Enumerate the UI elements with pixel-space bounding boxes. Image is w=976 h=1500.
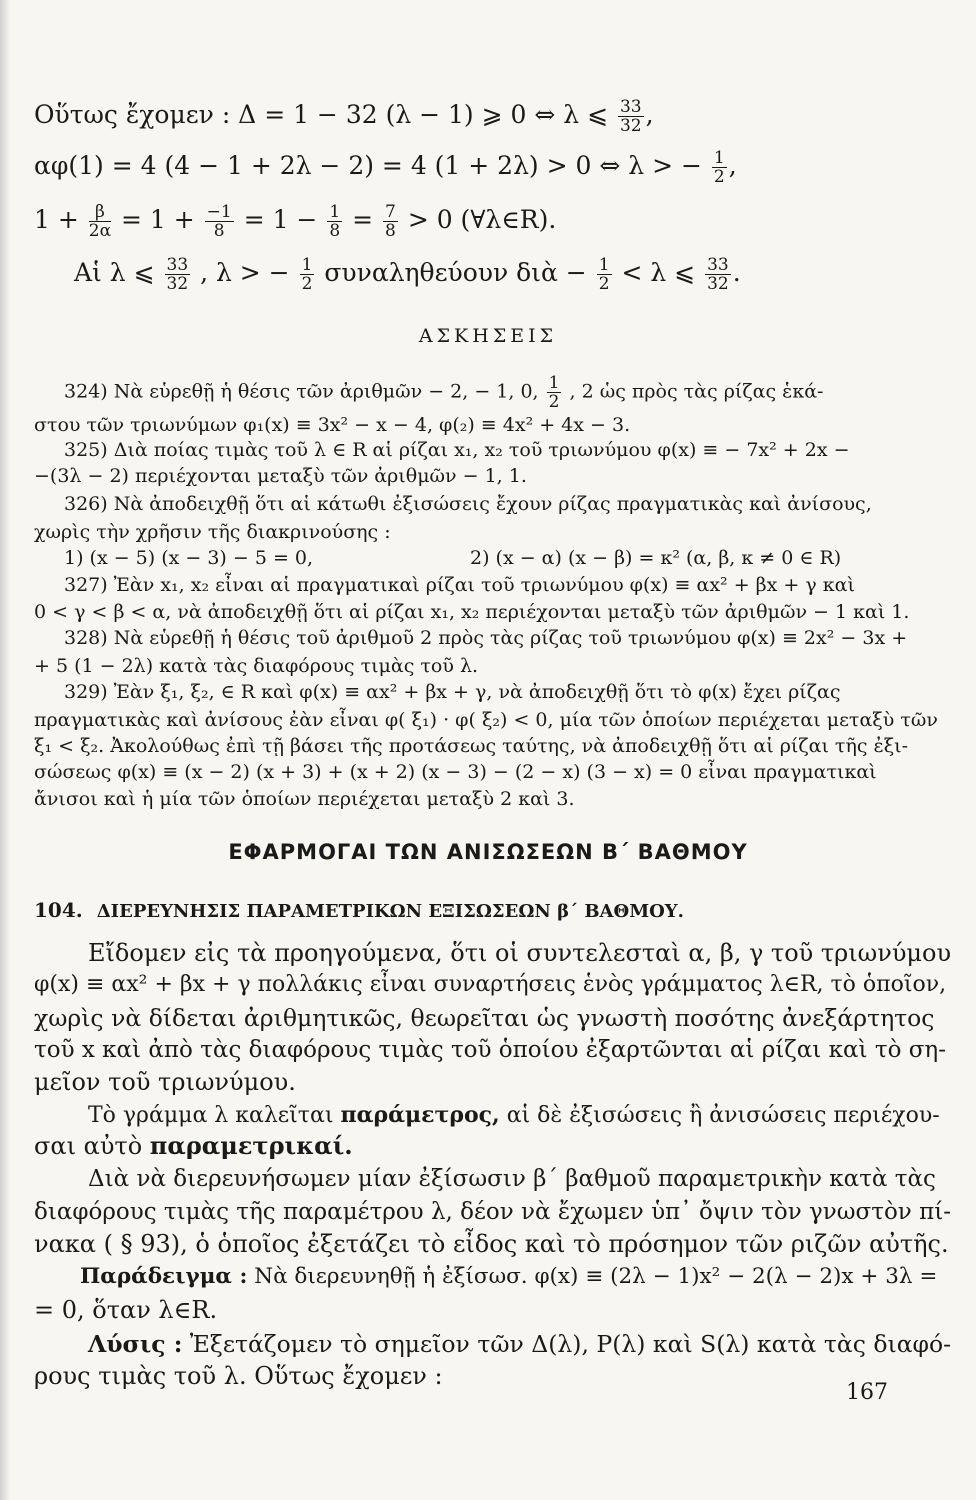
exercise-329-line-1: 329) Ἐὰν ξ₁, ξ₂, ∈ R καὶ φ(x) ≡ αx² + βx + γ, νὰ ἀποδειχθῇ ὅτι τὸ φ(x) ἔχει ρίζας xyxy=(64,681,841,703)
paragraph-1-line-3: χωρὶς νὰ δίδεται ἀριθμητικῶς, θεωρεῖται ὡς γνωστὴ ποσότης ἀνεξάρτητος xyxy=(34,1004,935,1032)
solution-line-2: ρους τιμὰς τοῦ λ. Οὕτως ἔχομεν : xyxy=(34,1362,443,1390)
term-parametric: παραμετρικαί. xyxy=(149,1131,353,1160)
exercise-329-line-2: πραγματικὰς καὶ ἀνίσους ἐὰν εἶναι φ( ξ₁) · φ( ξ₂) < 0, μία τῶν ὁποίων περιέχεται μεταξὺ τῶν xyxy=(34,709,938,731)
example-label: Παράδειγμα : xyxy=(80,1264,248,1289)
paragraph-3-line-1: Διὰ νὰ διερευνήσωμεν μίαν ἐξίσωσιν β΄ βαθμοῦ παραμετρικὴν κατὰ τὰς xyxy=(88,1166,936,1192)
paragraph-1-line-2: φ(x) ≡ αx² + βx + γ πολλάκις εἶναι συναρτήσεις ἑνὸς γράμματος λ∈R, τὸ ὁποῖον, xyxy=(34,972,947,997)
exercise-328-line-2: + 5 (1 − 2λ) κατὰ τὰς διαφόρους τιμὰς τοῦ λ. xyxy=(34,655,479,677)
paragraph-1-line-4: τοῦ x καὶ ἀπὸ τὰς διαφόρους τιμὰς τοῦ ὁποίου ἐξαρτῶνται αἱ ρίζαι καὶ τὸ ση- xyxy=(34,1037,946,1063)
text: αφ(1) = 4 (4 − 1 + 2λ − 2) = 4 (1 + 2λ) > 0 ⇔ λ > − xyxy=(34,151,702,180)
example-line-1: Παράδειγμα : Νὰ διερευνηθῇ ἡ ἐξίσωσ. φ(x) ≡ (2λ − 1)x² − 2(λ − 2)x + 3λ = xyxy=(80,1264,938,1289)
section-heading xyxy=(34,898,684,924)
exercise-324-line-1: 324) Νὰ εὑρεθῇ ἡ θέσις τῶν ἀριθμῶν − 2, − 1, 0, $\frac{1}{2}$ , 2 ὡς πρὸς τὰς ρίζας ἑκά- xyxy=(64,373,824,412)
exercise-326-line-1: 326) Νὰ ἀποδειχθῇ ὅτι αἱ κάτωθι ἐξισώσεις ἔχουν ρίζας πραγματικὰς καὶ ἀνίσους, xyxy=(64,493,872,515)
paragraph-3-line-2: διαφόρους τιμὰς τῆς παραμέτρου λ, δέον νὰ ἔχωμεν ὑπ᾽ ὄψιν τὸν γνωστὸν πί- xyxy=(34,1199,951,1225)
chapter-title: ΕΦΑΡΜΟΓΑΙ ΤΩΝ ΑΝΙΣΩΣΕΩΝ Β΄ ΒΑΘΜΟΥ xyxy=(228,840,748,864)
solution-label: Λύσις : xyxy=(88,1330,183,1358)
solution-line-1: Λύσις : Ἐξετάζομεν τὸ σημεῖον τῶν Δ(λ), P(λ) καὶ S(λ) κατὰ τὰς διαφό- xyxy=(88,1330,952,1358)
paragraph-2-line-1: Τὸ γράμμα λ καλεῖται παράμετρος, αἱ δὲ ἐξισώσεις ἢ ἀνισώσεις περιέχου- xyxy=(88,1102,940,1128)
exercise-324-line-2: στου τῶν τριωνύμων φ₁(x) ≡ 3x² − x − 4, φ(₂) ≡ 4x² + 4x − 3. xyxy=(34,414,631,436)
paragraph-3-line-3: νακα ( § 93), ὁ ὁποῖος ἐξετάζει τὸ εἶδος καὶ τὸ πρόσημον τῶν ριζῶν αὐτῆς. xyxy=(34,1230,949,1258)
paragraph-2-line-2: σαι αὐτὸ παραμετρικαί. xyxy=(34,1131,353,1160)
intro-line-1: Οὕτως ἔχομεν : Δ = 1 − 32 (λ − 1) ⩾ 0 ⇔ λ ⩽ $\frac{33}{32}$ , xyxy=(34,97,654,136)
exercise-329-line-3: ξ₁ < ξ₂. Ἀκολούθως ἐπὶ τῇ βάσει τῆς προτάσεως ταύτης, νὰ ἀποδειχθῇ ὅτι αἱ ρίζαι τῆς ἐξι- xyxy=(34,735,909,757)
page-number: 167 xyxy=(846,1380,888,1405)
page-binding-shadow xyxy=(0,0,10,1500)
section-title: ΔΙΕΡΕΥΝΗΣΙΣ ΠΑΡΑΜΕΤΡΙΚΩΝ ΕΞΙΣΩΣΕΩΝ β΄ ΒΑΘΜΟΥ. xyxy=(96,901,684,922)
exercise-326-item-1: 1) (x − 5) (x − 3) − 5 = 0, xyxy=(64,547,314,569)
example-line-2: = 0, ὅταν λ∈R. xyxy=(34,1296,218,1324)
text: Οὕτως ἔχομεν : Δ = 1 − 32 (λ − 1) ⩾ 0 ⇔ λ ⩽ xyxy=(34,100,609,129)
intro-line-4: Αἱ λ ⩽ $\frac{33}{32}$ , λ > − $\frac{1}{2}$ συναληθεύουν διὰ − $\frac{1}{2}$ < λ ⩽ $\frac{33}{32}$ . xyxy=(74,255,741,294)
exercise-325-line-2: −(3λ − 2) περιέχονται μεταξὺ τῶν ἀριθμῶν − 1, 1. xyxy=(34,465,527,487)
intro-line-2: αφ(1) = 4 (4 − 1 + 2λ − 2) = 4 (1 + 2λ) > 0 ⇔ λ > − $\frac{1}{2}$ , xyxy=(34,148,737,187)
exercise-329-line-5: ἄνισοι καὶ ἡ μία τῶν ὁποίων περιέχεται μεταξὺ 2 καὶ 3. xyxy=(34,788,575,810)
exercise-326-line-2: χωρὶς τὴν χρῆσιν τῆς διακρινούσης : xyxy=(34,521,391,543)
exercise-328-line-1: 328) Νὰ εὑρεθῇ ἡ θέσις τοῦ ἀριθμοῦ 2 πρὸς τὰς ρίζας τοῦ τριωνύμου φ(x) ≡ 2x² − 3x + xyxy=(64,627,908,649)
exercises-title: ΑΣΚΗΣΕΙΣ xyxy=(418,325,558,347)
exercise-327-line-2: 0 < γ < β < α, νὰ ἀποδειχθῇ ὅτι αἱ ρίζαι x₁, x₂ περιέχονται μεταξὺ τῶν ἀριθμῶν − 1 καὶ 1. xyxy=(34,601,910,623)
fraction: $\frac{33}{32}$ xyxy=(619,97,642,136)
fraction: $\frac{1}{2}$ xyxy=(713,148,725,187)
paragraph-1-line-5: μεῖον τοῦ τριωνύμου. xyxy=(34,1068,296,1096)
intro-line-3: 1 + $\frac{\beta}{2\alpha}$ = 1 + $\frac{-1}{8}$ = 1 − $\frac{1}{8}$ = $\frac{7}{8}$ > 0 (∀λ∈R). xyxy=(34,202,557,241)
term-parameter: παράμετρος, xyxy=(340,1102,500,1128)
paragraph-1-line-1: Εἴδομεν εἰς τὰ προηγούμενα, ὅτι οἱ συντελεσταὶ α, β, γ τοῦ τριωνύμου xyxy=(88,939,952,967)
exercise-325-line-1: 325) Διὰ ποίας τιμὰς τοῦ λ ∈ R αἱ ρίζαι x₁, x₂ τοῦ τριωνύμου φ(x) ≡ − 7x² + 2x − xyxy=(64,439,850,461)
exercise-327-line-1: 327) Ἐὰν x₁, x₂ εἶναι αἱ πραγματικαὶ ρίζαι τοῦ τριωνύμου φ(x) ≡ αx² + βx + γ καὶ xyxy=(64,574,855,596)
section-number: 104. xyxy=(34,898,83,922)
exercise-326-item-2: 2) (x − α) (x − β) = κ² (α, β, κ ≠ 0 ∈ R) xyxy=(470,547,842,569)
exercise-329-line-4: σώσεως φ(x) ≡ (x − 2) (x + 3) + (x + 2) (x − 3) − (2 − x) (3 − x) = 0 εἶναι πραγματικαὶ xyxy=(34,761,877,783)
